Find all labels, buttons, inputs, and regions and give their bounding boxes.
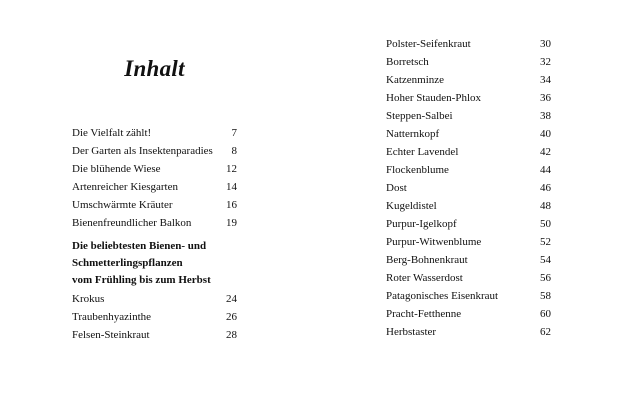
toc-entry-label: Kugeldistel	[386, 200, 437, 212]
toc-entry-page: 40	[540, 128, 551, 140]
section-heading-line: Schmetterlingspflanzen	[72, 257, 183, 269]
toc-entry-label: Die blühende Wiese	[72, 163, 161, 175]
toc-entry-page: 48	[540, 200, 551, 212]
toc-entry-page: 54	[540, 254, 551, 266]
toc-entry[interactable]	[72, 160, 237, 178]
section-heading	[72, 238, 237, 289]
toc-entry[interactable]	[386, 179, 551, 197]
section-heading-line: vom Frühling bis zum Herbst	[72, 274, 211, 286]
toc-entry-page: 46	[540, 182, 551, 194]
toc-entry-page: 34	[540, 74, 551, 86]
toc-entry-label: Purpur-Witwenblume	[386, 236, 482, 248]
toc-entry-page: 26	[226, 311, 237, 323]
toc-entry[interactable]	[386, 305, 551, 323]
toc-entry[interactable]	[386, 197, 551, 215]
toc-entry[interactable]	[72, 214, 237, 232]
toc-entry[interactable]	[386, 215, 551, 233]
toc-entry-label: Felsen-Steinkraut	[72, 329, 150, 341]
toc-entry-label: Bienenfreundlicher Balkon	[72, 217, 192, 229]
toc-entry-page: 19	[226, 217, 237, 229]
toc-entry[interactable]	[386, 89, 551, 107]
toc-entry-page: 52	[540, 236, 551, 248]
toc-entry-label: Artenreicher Kiesgarten	[72, 181, 178, 193]
toc-entry-label: Herbstaster	[386, 326, 437, 338]
toc-entry-label: Purpur-Igelkopf	[386, 218, 457, 230]
toc-entry-label: Flockenblume	[386, 164, 449, 176]
toc-entry-page: 38	[540, 110, 551, 122]
toc-entry-label: Pracht-Fetthenne	[386, 308, 462, 320]
toc-entry-label: Hoher Stauden-Phlox	[386, 92, 482, 104]
toc-entry-label: Traubenhyazinthe	[72, 311, 152, 323]
toc-entry-label: Berg-Bohnenkraut	[386, 254, 468, 266]
toc-entry[interactable]	[386, 251, 551, 269]
toc-entry-label: Natternkopf	[386, 128, 440, 140]
toc-entry[interactable]	[386, 233, 551, 251]
toc-entry-page: 62	[540, 326, 551, 338]
toc-entry-page: 58	[540, 290, 551, 302]
toc-entry-page: 14	[226, 181, 237, 193]
toc-entry[interactable]	[386, 323, 551, 341]
toc-entry-page: 50	[540, 218, 551, 230]
toc-entry[interactable]	[72, 196, 237, 214]
toc-entry-label: Dost	[386, 182, 407, 194]
toc-entry-label: Patagonisches Eisenkraut	[386, 290, 499, 302]
toc-entry-page: 56	[540, 272, 551, 284]
toc-entry[interactable]	[386, 143, 551, 161]
toc-entry-page: 36	[540, 92, 551, 104]
toc-entry[interactable]	[72, 124, 237, 142]
toc-entry[interactable]	[386, 287, 551, 305]
section-heading-line: Die beliebtesten Bienen- und	[72, 240, 207, 252]
right-page	[312, 0, 624, 411]
toc-entry-page: 42	[540, 146, 551, 158]
toc-entry-label: Die Vielfalt zählt!	[72, 127, 152, 139]
toc-entry[interactable]	[386, 161, 551, 179]
toc-entry-page: 60	[540, 308, 551, 320]
toc-entry[interactable]	[72, 178, 237, 196]
toc-entry-label: Steppen-Salbei	[386, 110, 453, 122]
toc-list-right	[386, 35, 551, 341]
toc-entry-label: Borretsch	[386, 56, 429, 68]
toc-entry-label: Roter Wasserdost	[386, 272, 463, 284]
toc-entry-page: 7	[231, 127, 237, 139]
toc-entry-label: Der Garten als Insektenparadies	[72, 145, 213, 157]
page-title: Inhalt	[124, 56, 185, 81]
toc-entry-page: 28	[226, 329, 237, 341]
toc-entry-page: 44	[540, 164, 551, 176]
toc-entry[interactable]	[386, 125, 551, 143]
toc-entry-page: 16	[226, 199, 237, 211]
toc-entry-label: Krokus	[72, 293, 105, 305]
toc-entry-page: 8	[231, 145, 237, 157]
toc-entry[interactable]	[72, 326, 237, 344]
toc-entry[interactable]	[386, 35, 551, 53]
toc-entry-label: Polster-Seifenkraut	[386, 38, 471, 50]
toc-entry-label: Umschwärmte Kräuter	[72, 199, 173, 211]
toc-entry[interactable]	[72, 142, 237, 160]
toc-entry[interactable]	[72, 290, 237, 308]
toc-list-left	[72, 124, 237, 344]
toc-entry[interactable]	[72, 308, 237, 326]
toc-entry[interactable]	[386, 269, 551, 287]
toc-entry-page: 32	[540, 56, 551, 68]
toc-entry[interactable]	[386, 53, 551, 71]
toc-entry[interactable]	[386, 107, 551, 125]
toc-entry-page: 30	[540, 38, 551, 50]
toc-entry-page: 12	[226, 163, 237, 175]
toc-entry-label: Katzenminze	[386, 74, 445, 86]
toc-entry-label: Echter Lavendel	[386, 146, 459, 158]
toc-entry-page: 24	[226, 293, 237, 305]
toc-entry[interactable]	[386, 71, 551, 89]
